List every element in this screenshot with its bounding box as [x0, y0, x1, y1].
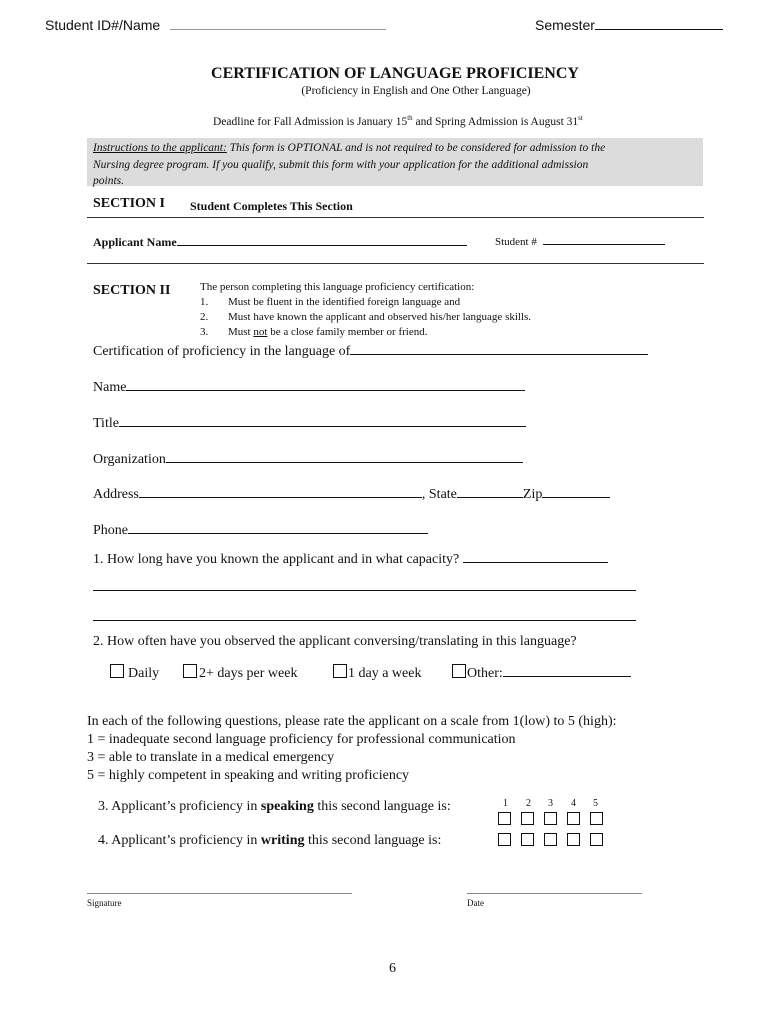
question-3-pre: 3. Applicant’s proficiency in — [98, 799, 261, 814]
semester-field — [535, 17, 723, 33]
page-subtitle: (Proficiency in English and One Other Language) — [301, 85, 531, 97]
question-1-answer-line[interactable] — [93, 590, 636, 591]
address-input[interactable] — [139, 497, 422, 498]
phone-input[interactable] — [128, 533, 428, 534]
checkbox[interactable] — [183, 664, 197, 678]
question-4-bold: writing — [260, 833, 305, 848]
requirement-text: Must have known the applicant and observed his/her language skills. — [228, 311, 532, 323]
page-number: 6 — [389, 961, 396, 976]
date-line[interactable] — [467, 893, 642, 894]
date-label: Date — [467, 898, 484, 908]
section-1-rule-bottom — [87, 263, 704, 264]
signature-label: Signature — [87, 898, 122, 908]
student-number-label: Student # — [495, 236, 537, 248]
question-3-post: this second language is: — [313, 799, 451, 814]
instructions-lead: Instructions to the applicant: — [93, 142, 227, 154]
instructions-line-1: This form is OPTIONAL and is not required to be considered for admission to the — [226, 142, 606, 154]
question-4-pre: 4. Applicant’s proficiency in — [98, 833, 261, 848]
rating-scale-item: 1 = inadequate second language proficiency for professional communication — [87, 732, 516, 747]
frequency-option-2-plus[interactable] — [183, 664, 297, 682]
rating-scale-item: 5 = highly competent in speaking and writing proficiency — [87, 768, 410, 783]
deadline-text — [213, 114, 583, 128]
question-3-bold: speaking — [260, 799, 314, 814]
question-1-input[interactable] — [463, 562, 608, 563]
writing-rating-checkbox-1[interactable] — [498, 833, 511, 846]
speaking-rating-checkbox-1[interactable] — [498, 812, 511, 825]
writing-rating-checkbox-4[interactable] — [567, 833, 580, 846]
organization-label: Organization — [93, 452, 166, 467]
checkbox[interactable] — [452, 664, 466, 678]
section-2-heading: SECTION II — [93, 283, 171, 298]
title-field — [93, 416, 526, 432]
requirement-num: 2. — [200, 311, 209, 323]
question-2-text: 2. How often have you observed the applicant conversing/translating in this language? — [93, 634, 577, 649]
requirement-item — [200, 295, 531, 310]
name-field — [93, 380, 525, 396]
student-number-input[interactable] — [543, 244, 665, 245]
instructions-line-3: points. — [93, 175, 124, 187]
writing-rating-checkbox-5[interactable] — [590, 833, 603, 846]
name-input[interactable] — [126, 390, 525, 391]
organization-input[interactable] — [166, 462, 523, 463]
rating-scale-item: 3 = able to translate in a medical emergency — [87, 750, 335, 765]
cert-language-field — [93, 344, 648, 360]
applicant-name-field — [93, 235, 467, 250]
checkbox[interactable] — [110, 664, 124, 678]
rating-number: 3 — [548, 798, 553, 809]
instructions-text — [93, 140, 605, 190]
address-field — [93, 487, 610, 503]
rating-number: 4 — [571, 798, 576, 809]
question-4 — [98, 833, 441, 849]
signature-line[interactable] — [87, 893, 352, 894]
deadline-sup-st: st — [578, 114, 583, 122]
section-1-heading: SECTION I — [93, 196, 165, 211]
organization-field — [93, 452, 523, 468]
writing-rating-checkbox-2[interactable] — [521, 833, 534, 846]
instructions-line-2: Nursing degree program. If you qualify, submit this form with your application for the additional admission — [93, 158, 589, 171]
frequency-option-daily[interactable] — [110, 664, 159, 682]
cert-language-label: Certification of proficiency in the language of — [93, 344, 351, 359]
speaking-rating-checkbox-5[interactable] — [590, 812, 603, 825]
question-4-post: this second language is: — [304, 833, 442, 848]
frequency-option-label: 1 day a week — [348, 666, 422, 681]
requirement-text-pre: Must — [228, 326, 254, 338]
page-title: CERTIFICATION OF LANGUAGE PROFICIENCY — [211, 65, 579, 82]
name-label: Name — [93, 380, 127, 395]
requirement-num: 1. — [200, 296, 209, 308]
applicant-name-label: Applicant Name — [93, 235, 177, 249]
student-id-input[interactable] — [170, 29, 386, 30]
writing-rating-checkbox-3[interactable] — [544, 833, 557, 846]
rating-intro: In each of the following questions, please rate the applicant on a scale from 1(low) to 5 (high): — [87, 714, 617, 729]
question-3 — [98, 799, 451, 815]
semester-input[interactable] — [595, 29, 723, 30]
zip-input[interactable] — [542, 497, 610, 498]
deadline-fall: Deadline for Fall Admission is January 15 — [213, 115, 408, 128]
requirement-num: 3. — [200, 326, 209, 338]
frequency-option-label: 2+ days per week — [199, 666, 298, 681]
requirement-item — [200, 310, 531, 325]
speaking-rating-checkbox-4[interactable] — [567, 812, 580, 825]
deadline-sup-th: th — [407, 114, 413, 122]
question-1-answer-line[interactable] — [93, 620, 636, 621]
section-1-subheading: Student Completes This Section — [190, 199, 353, 213]
section-2-requirements — [200, 280, 531, 340]
rating-number: 1 — [503, 798, 508, 809]
requirement-text-post: be a close family member or friend. — [267, 326, 428, 338]
section-1-rule-top — [87, 217, 704, 218]
frequency-option-label: Other: — [467, 666, 503, 681]
rating-instructions — [87, 713, 617, 785]
question-1 — [93, 552, 608, 568]
phone-field — [93, 523, 428, 539]
student-id-label: Student ID#/Name — [45, 17, 161, 33]
semester-label: Semester — [535, 17, 595, 33]
frequency-option-label: Daily — [128, 666, 160, 681]
section-2-intro: The person completing this language proficiency certification: — [200, 281, 475, 293]
checkbox[interactable] — [333, 664, 347, 678]
student-id-field — [45, 17, 386, 33]
zip-label: Zip — [522, 487, 543, 502]
question-1-text: 1. How long have you known the applicant and in what capacity? — [93, 552, 460, 567]
state-input[interactable] — [457, 497, 523, 498]
deadline-spring: and Spring Admission is August 31 — [412, 115, 579, 128]
rating-number: 2 — [526, 798, 531, 809]
speaking-rating-checkbox-2[interactable] — [521, 812, 534, 825]
address-label: Address — [93, 487, 139, 502]
frequency-option-1-day[interactable] — [333, 664, 421, 682]
phone-label: Phone — [93, 523, 128, 538]
student-number-field — [495, 236, 665, 248]
applicant-name-input[interactable] — [177, 245, 467, 246]
frequency-other-input[interactable] — [503, 676, 631, 677]
cert-language-input[interactable] — [350, 354, 648, 355]
state-label: , State — [421, 487, 457, 502]
title-label: Title — [93, 416, 119, 431]
requirement-text-underlined: not — [253, 326, 268, 338]
requirement-text: Must be fluent in the identified foreign language and — [228, 296, 461, 308]
requirement-item — [200, 325, 531, 340]
title-input[interactable] — [119, 426, 526, 427]
rating-number: 5 — [593, 798, 598, 809]
frequency-option-other[interactable] — [452, 664, 631, 682]
speaking-rating-checkbox-3[interactable] — [544, 812, 557, 825]
